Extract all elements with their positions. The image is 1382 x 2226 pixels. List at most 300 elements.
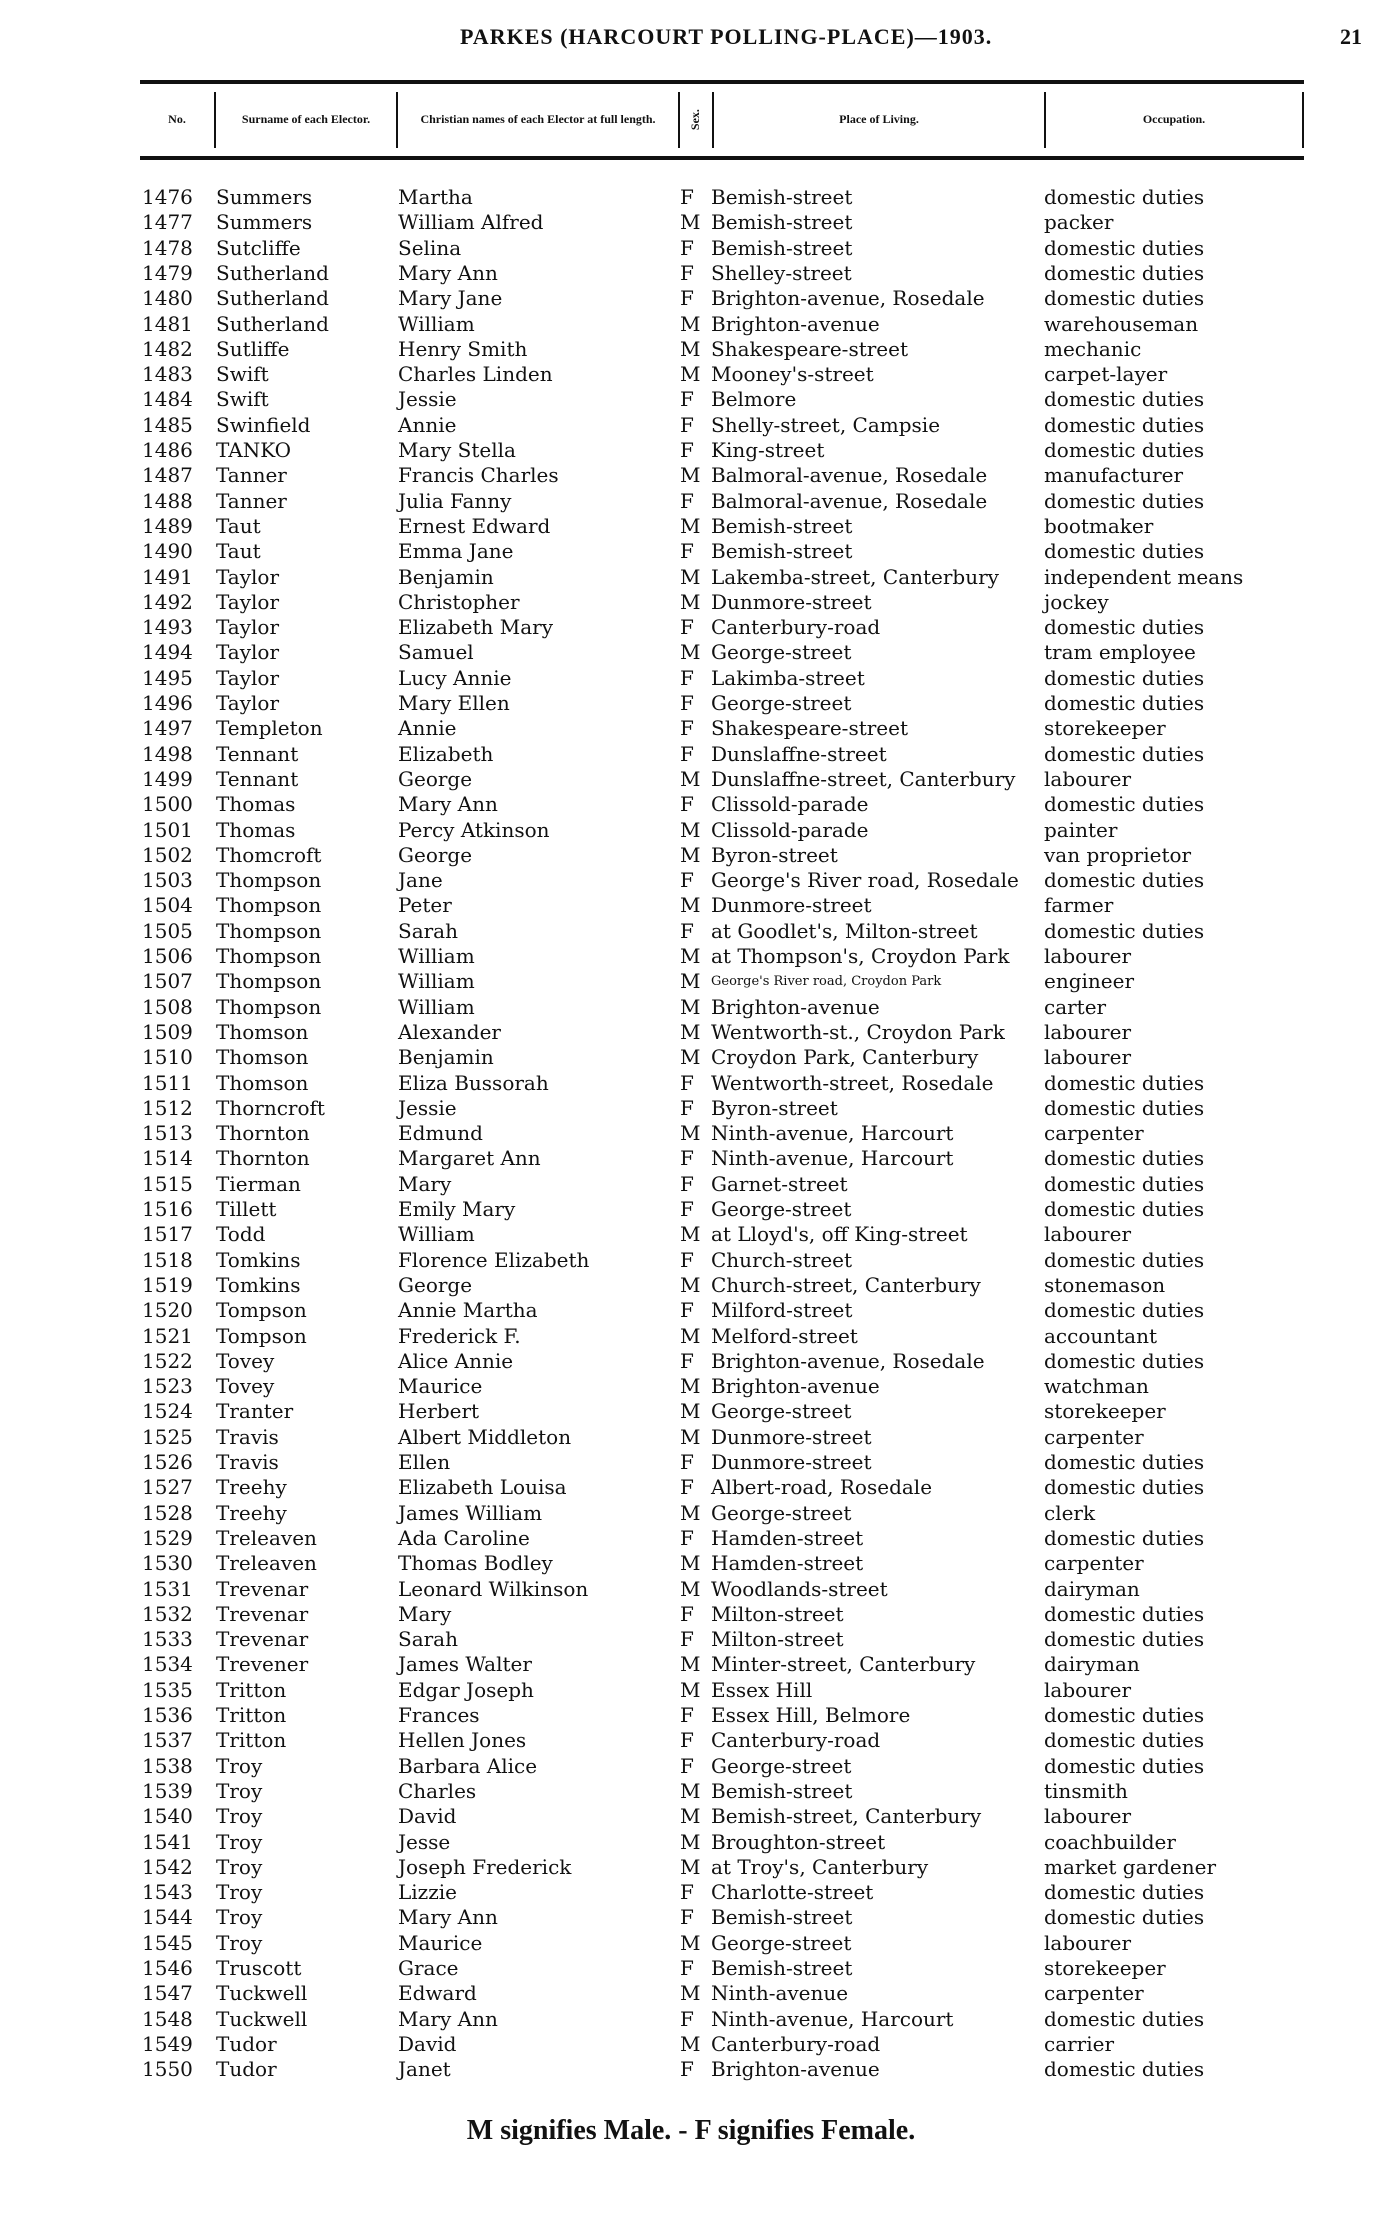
elector-number: 1546 (142, 1956, 193, 1980)
elector-surname: Thompson (216, 944, 322, 968)
elector-sex: M (680, 1981, 701, 2006)
table-row (0, 387, 1382, 412)
elector-sex: F (680, 918, 694, 943)
elector-place-of-living: Church-street (711, 1247, 853, 1272)
elector-christian-names: Charles (398, 1778, 477, 1803)
elector-surname: Thompson (216, 994, 322, 1019)
elector-place-of-living: Melford-street (711, 1323, 858, 1348)
footer-legend: M signifies Male. - F signifies Female. (466, 2115, 916, 2146)
elector-occupation: storekeeper (1044, 716, 1166, 741)
table-row (0, 565, 1382, 590)
elector-sex: F (680, 792, 694, 817)
elector-number: 1523 (142, 1374, 193, 1399)
elector-christian-names: Annie (398, 412, 457, 437)
elector-sex: F (680, 235, 694, 260)
elector-surname: Treehy (216, 1475, 287, 1500)
elector-christian-names: Elizabeth Mary (398, 615, 554, 640)
elector-number: 1477 (142, 210, 193, 235)
elector-occupation: tinsmith (1044, 1778, 1128, 1803)
table-row (0, 1399, 1382, 1424)
elector-occupation: painter (1044, 817, 1118, 842)
elector-sex: M (680, 766, 701, 791)
elector-place-of-living: Bemish-street (711, 513, 853, 538)
elector-number: 1550 (142, 2057, 193, 2082)
table-row (0, 1703, 1382, 1728)
elector-number: 1515 (142, 1171, 193, 1196)
elector-occupation: market gardener (1044, 1854, 1217, 1879)
elector-place-of-living: Croydon Park, Canterbury (711, 1045, 979, 1070)
elector-christian-names: Hellen Jones (398, 1728, 527, 1753)
elector-christian-names: George (398, 842, 473, 867)
column-divider (712, 92, 714, 148)
elector-sex: M (680, 1677, 701, 1702)
table-row (0, 1273, 1382, 1298)
elector-place-of-living: Bemish-street (711, 1956, 853, 1980)
table-row (0, 1324, 1382, 1349)
table-row (0, 818, 1382, 843)
elector-number: 1536 (142, 1703, 193, 1727)
elector-sex: M (680, 1652, 701, 1677)
elector-sex: F (680, 1753, 694, 1778)
elector-christian-names: Samuel (398, 640, 474, 665)
elector-occupation: carpenter (1044, 1551, 1144, 1576)
elector-number: 1509 (142, 1019, 193, 1044)
table-row (0, 1045, 1382, 1070)
table-row (0, 1501, 1382, 1526)
elector-place-of-living: Brighton-avenue (711, 2057, 880, 2082)
elector-number: 1518 (142, 1247, 193, 1272)
elector-place-of-living: Charlotte-street (711, 1880, 874, 1905)
elector-number: 1508 (142, 994, 193, 1019)
elector-surname: Thornton (216, 1121, 310, 1146)
elector-christian-names: Elizabeth Louisa (398, 1475, 567, 1500)
elector-occupation: domestic duties (1044, 615, 1205, 640)
elector-number: 1517 (142, 1222, 193, 1247)
elector-number: 1516 (142, 1197, 193, 1221)
elector-christian-names: Mary Ann (398, 792, 498, 817)
elector-number: 1545 (142, 1930, 193, 1955)
elector-place-of-living: Brighton-avenue, Rosedale (711, 286, 985, 311)
elector-number: 1486 (142, 438, 193, 462)
elector-surname: Tudor (216, 2057, 277, 2082)
elector-number: 1482 (142, 336, 193, 361)
elector-sex: F (680, 716, 694, 741)
elector-number: 1497 (142, 716, 193, 741)
elector-surname: Sutherland (216, 260, 329, 285)
elector-place-of-living: Bemish-street (711, 185, 853, 209)
elector-sex: F (680, 1601, 694, 1626)
elector-christian-names: William (398, 311, 475, 336)
elector-christian-names: William (398, 1222, 475, 1247)
table-row (0, 286, 1382, 311)
elector-surname: Taylor (216, 691, 280, 715)
elector-place-of-living: George-street (711, 1399, 852, 1424)
elector-place-of-living: Woodlands-street (711, 1576, 888, 1601)
table-row (0, 1197, 1382, 1222)
elector-place-of-living: Church-street, Canterbury (711, 1272, 981, 1297)
elector-christian-names: Sarah (398, 918, 458, 943)
table-row (0, 1678, 1382, 1703)
elector-occupation: jockey (1044, 589, 1109, 614)
table-row (0, 1855, 1382, 1880)
elector-occupation: farmer (1044, 893, 1114, 918)
elector-number: 1483 (142, 362, 193, 387)
table-row (0, 1931, 1382, 1956)
elector-christian-names: Benjamin (398, 564, 494, 589)
elector-christian-names: Annie (398, 716, 457, 741)
table-row (0, 1754, 1382, 1779)
elector-number: 1524 (142, 1399, 193, 1424)
elector-place-of-living: Dunmore-street (711, 893, 872, 918)
elector-christian-names: William (398, 944, 475, 968)
elector-number: 1511 (142, 1070, 193, 1095)
elector-occupation: domestic duties (1044, 539, 1205, 564)
elector-occupation: mechanic (1044, 336, 1142, 361)
elector-surname: Treleaven (216, 1525, 317, 1550)
elector-number: 1529 (142, 1525, 193, 1550)
elector-surname: Trevener (216, 1652, 309, 1677)
elector-place-of-living: Dunmore-street (711, 1450, 872, 1474)
elector-christian-names: Albert Middleton (398, 1424, 572, 1449)
elector-surname: Thomas (216, 817, 296, 842)
elector-occupation: domestic duties (1044, 1880, 1205, 1905)
elector-christian-names: James Walter (398, 1652, 532, 1677)
elector-occupation: domestic duties (1044, 1298, 1205, 1323)
elector-surname: Tierman (216, 1171, 301, 1196)
table-row (0, 1425, 1382, 1450)
table-row (0, 716, 1382, 741)
table-row (0, 742, 1382, 767)
table-row (0, 640, 1382, 665)
elector-occupation: coachbuilder (1044, 1829, 1176, 1854)
elector-surname: Tompson (216, 1323, 307, 1348)
elector-place-of-living: George's River road, Croydon Park (711, 974, 942, 990)
elector-sex: M (680, 969, 701, 994)
elector-occupation: labourer (1044, 1930, 1132, 1955)
elector-christian-names: Grace (398, 1956, 459, 1980)
elector-occupation: domestic duties (1044, 1475, 1205, 1500)
elector-occupation: domestic duties (1044, 1095, 1205, 1120)
elector-occupation: dairyman (1044, 1652, 1140, 1677)
elector-place-of-living: Shelly-street, Campsie (711, 412, 941, 437)
table-row (0, 1374, 1382, 1399)
elector-occupation: domestic duties (1044, 2006, 1205, 2031)
table-row (0, 2007, 1382, 2032)
elector-surname: Thomas (216, 792, 296, 817)
elector-occupation: engineer (1044, 969, 1135, 994)
elector-number: 1479 (142, 260, 193, 285)
column-header-occupation: Occupation. (1142, 112, 1206, 127)
elector-occupation: domestic duties (1044, 1627, 1205, 1652)
elector-surname: Troy (216, 1930, 263, 1955)
elector-christian-names: Peter (398, 893, 452, 918)
elector-surname: Travis (216, 1424, 279, 1449)
elector-sex: F (680, 741, 694, 766)
elector-surname: Sutherland (216, 311, 329, 336)
table-row (0, 463, 1382, 488)
elector-occupation: domestic duties (1044, 868, 1205, 893)
elector-place-of-living: Shakespeare-street (711, 336, 909, 361)
elector-occupation: domestic duties (1044, 1450, 1205, 1474)
elector-christian-names: Edward (398, 1981, 477, 2006)
elector-sex: F (680, 438, 694, 462)
elector-sex: M (680, 210, 701, 235)
elector-place-of-living: George-street (711, 1197, 852, 1221)
table-row (0, 1298, 1382, 1323)
elector-number: 1533 (142, 1627, 193, 1652)
column-divider (1044, 92, 1046, 148)
elector-occupation: storekeeper (1044, 1956, 1166, 1980)
elector-place-of-living: at Lloyd's, off King-street (711, 1222, 968, 1247)
elector-surname: Trevenar (216, 1576, 309, 1601)
elector-christian-names: Martha (398, 185, 473, 209)
elector-place-of-living: Shakespeare-street (711, 716, 909, 741)
elector-occupation: labourer (1044, 1222, 1132, 1247)
table-row (0, 893, 1382, 918)
table-row (0, 868, 1382, 893)
elector-surname: Troy (216, 1829, 263, 1854)
elector-occupation: carpet-layer (1044, 362, 1168, 387)
elector-place-of-living: Byron-street (711, 1095, 838, 1120)
elector-christian-names: Annie Martha (398, 1298, 538, 1323)
elector-christian-names: Mary Ann (398, 1905, 498, 1930)
elector-surname: Tomkins (216, 1247, 301, 1272)
elector-number: 1487 (142, 463, 193, 488)
elector-place-of-living: Dunmore-street (711, 589, 872, 614)
elector-number: 1495 (142, 665, 193, 690)
elector-occupation: labourer (1044, 1045, 1132, 1070)
table-row (0, 539, 1382, 564)
elector-christian-names: Frederick F. (398, 1323, 521, 1348)
elector-sex: F (680, 2006, 694, 2031)
elector-number: 1504 (142, 893, 193, 918)
elector-place-of-living: Brighton-avenue (711, 311, 880, 336)
elector-surname: Tennant (216, 766, 299, 791)
elector-number: 1514 (142, 1146, 193, 1171)
table-row (0, 210, 1382, 235)
elector-surname: Treehy (216, 1500, 287, 1525)
elector-sex: F (680, 1070, 694, 1095)
elector-christian-names: Maurice (398, 1374, 483, 1399)
elector-surname: Sutliffe (216, 336, 290, 361)
table-row (0, 666, 1382, 691)
table-row (0, 969, 1382, 994)
table-row (0, 1248, 1382, 1273)
elector-christian-names: Mary Ann (398, 260, 498, 285)
elector-occupation: domestic duties (1044, 1171, 1205, 1196)
elector-number: 1498 (142, 741, 193, 766)
elector-surname: Swift (216, 387, 269, 412)
table-row (0, 1905, 1382, 1930)
elector-sex: M (680, 1019, 701, 1044)
elector-occupation: domestic duties (1044, 691, 1205, 715)
table-row (0, 1450, 1382, 1475)
elector-sex: M (680, 336, 701, 361)
table-row (0, 261, 1382, 286)
elector-number: 1507 (142, 969, 193, 994)
elector-christian-names: Alexander (398, 1019, 501, 1044)
elector-sex: F (680, 1247, 694, 1272)
elector-sex: M (680, 1804, 701, 1829)
elector-occupation: labourer (1044, 944, 1132, 968)
table-row (0, 995, 1382, 1020)
elector-occupation: domestic duties (1044, 1525, 1205, 1550)
elector-place-of-living: Bemish-street (711, 1905, 853, 1930)
elector-sex: F (680, 691, 694, 715)
elector-sex: M (680, 1222, 701, 1247)
table-row (0, 1020, 1382, 1045)
elector-christian-names: William (398, 969, 475, 994)
elector-sex: M (680, 2031, 701, 2056)
elector-number: 1499 (142, 766, 193, 791)
table-row (0, 767, 1382, 792)
elector-christian-names: David (398, 1804, 457, 1829)
elector-occupation: tram employee (1044, 640, 1196, 665)
elector-place-of-living: Brighton-avenue, Rosedale (711, 1348, 985, 1373)
table-row (0, 1526, 1382, 1551)
elector-number: 1526 (142, 1450, 193, 1474)
elector-surname: Thomson (216, 1019, 309, 1044)
elector-number: 1522 (142, 1348, 193, 1373)
table-row (0, 489, 1382, 514)
elector-occupation: domestic duties (1044, 1197, 1205, 1221)
elector-place-of-living: Byron-street (711, 842, 838, 867)
elector-number: 1530 (142, 1551, 193, 1576)
column-divider (396, 92, 398, 148)
page-number: 21 (1340, 24, 1362, 49)
elector-sex: M (680, 1374, 701, 1399)
elector-sex: F (680, 1197, 694, 1221)
elector-number: 1525 (142, 1424, 193, 1449)
elector-surname: Summers (216, 210, 313, 235)
elector-sex: M (680, 311, 701, 336)
elector-surname: Tompson (216, 1298, 307, 1323)
elector-christian-names: Mary Stella (398, 438, 516, 462)
elector-sex: M (680, 1424, 701, 1449)
elector-surname: Tomkins (216, 1272, 301, 1297)
elector-place-of-living: Essex Hill (711, 1677, 813, 1702)
table-row (0, 1956, 1382, 1981)
elector-place-of-living: Balmoral-avenue, Rosedale (711, 463, 988, 488)
column-header-christian: Christian names of each Elector at full length. (420, 112, 656, 127)
table-row (0, 1981, 1382, 2006)
table-row (0, 1728, 1382, 1753)
elector-christian-names: Edgar Joseph (398, 1677, 534, 1702)
elector-christian-names: George (398, 766, 473, 791)
elector-occupation: labourer (1044, 766, 1132, 791)
elector-sex: M (680, 564, 701, 589)
elector-place-of-living: Canterbury-road (711, 615, 881, 640)
elector-sex: F (680, 286, 694, 311)
elector-place-of-living: Balmoral-avenue, Rosedale (711, 488, 988, 513)
elector-number: 1489 (142, 513, 193, 538)
elector-sex: M (680, 1272, 701, 1297)
page-title: PARKES (HARCOURT POLLING-PLACE)—1903. (460, 24, 993, 49)
elector-christian-names: Jessie (398, 387, 457, 412)
elector-number: 1491 (142, 564, 193, 589)
elector-number: 1549 (142, 2031, 193, 2056)
elector-surname: Trevenar (216, 1601, 309, 1626)
elector-christian-names: Leonard Wilkinson (398, 1576, 589, 1601)
elector-occupation: domestic duties (1044, 185, 1205, 209)
table-row (0, 919, 1382, 944)
elector-sex: M (680, 1323, 701, 1348)
elector-sex: F (680, 1880, 694, 1905)
table-row (0, 337, 1382, 362)
elector-christian-names: William Alfred (398, 210, 544, 235)
elector-christian-names: Jane (398, 868, 443, 893)
elector-number: 1513 (142, 1121, 193, 1146)
elector-place-of-living: Ninth-avenue, Harcourt (711, 1146, 954, 1171)
elector-christian-names: Thomas Bodley (398, 1551, 553, 1576)
elector-sex: F (680, 1627, 694, 1652)
table-row (0, 691, 1382, 716)
elector-sex: M (680, 893, 701, 918)
elector-sex: F (680, 412, 694, 437)
elector-place-of-living: Milton-street (711, 1601, 844, 1626)
elector-place-of-living: Milford-street (711, 1298, 853, 1323)
elector-occupation: watchman (1044, 1374, 1149, 1399)
elector-christian-names: Ernest Edward (398, 513, 551, 538)
elector-place-of-living: Ninth-avenue, Harcourt (711, 2006, 954, 2031)
elector-christian-names: Florence Elizabeth (398, 1247, 590, 1272)
table-row (0, 1475, 1382, 1500)
elector-occupation: domestic duties (1044, 1753, 1205, 1778)
elector-sex: M (680, 362, 701, 387)
elector-sex: F (680, 1146, 694, 1171)
table-row (0, 792, 1382, 817)
elector-place-of-living: Wentworth-street, Rosedale (711, 1070, 994, 1095)
elector-place-of-living: Clissold-parade (711, 817, 869, 842)
elector-occupation: domestic duties (1044, 1146, 1205, 1171)
elector-christian-names: Ellen (398, 1450, 451, 1474)
column-header-sex (680, 92, 710, 148)
table-row (0, 1096, 1382, 1121)
elector-occupation: domestic duties (1044, 412, 1205, 437)
elector-number: 1538 (142, 1753, 193, 1778)
elector-christian-names: Lucy Annie (398, 665, 512, 690)
elector-sex: M (680, 589, 701, 614)
elector-surname: TANKO (216, 438, 291, 462)
elector-occupation: labourer (1044, 1804, 1132, 1829)
elector-place-of-living: Bemish-street (711, 539, 853, 564)
elector-number: 1521 (142, 1323, 193, 1348)
elector-place-of-living: Clissold-parade (711, 792, 869, 817)
elector-sex: F (680, 1171, 694, 1196)
elector-surname: Thomcroft (216, 842, 322, 867)
elector-surname: Sutherland (216, 286, 329, 311)
elector-christian-names: Janet (398, 2057, 451, 2082)
table-row (0, 362, 1382, 387)
table-row (0, 1804, 1382, 1829)
elector-number: 1481 (142, 311, 193, 336)
elector-occupation: carter (1044, 994, 1107, 1019)
elector-surname: Travis (216, 1450, 279, 1474)
elector-number: 1534 (142, 1652, 193, 1677)
elector-christian-names: Benjamin (398, 1045, 494, 1070)
elector-surname: Taylor (216, 589, 280, 614)
column-header-sex-label: Sex. (687, 109, 702, 131)
elector-occupation: domestic duties (1044, 1247, 1205, 1272)
table-row (0, 1121, 1382, 1146)
table-row (0, 615, 1382, 640)
table-row (0, 185, 1382, 210)
elector-place-of-living: Albert-road, Rosedale (711, 1475, 933, 1500)
elector-occupation: domestic duties (1044, 1601, 1205, 1626)
elector-surname: Treleaven (216, 1551, 317, 1576)
table-row (0, 1602, 1382, 1627)
table-row (0, 2032, 1382, 2057)
